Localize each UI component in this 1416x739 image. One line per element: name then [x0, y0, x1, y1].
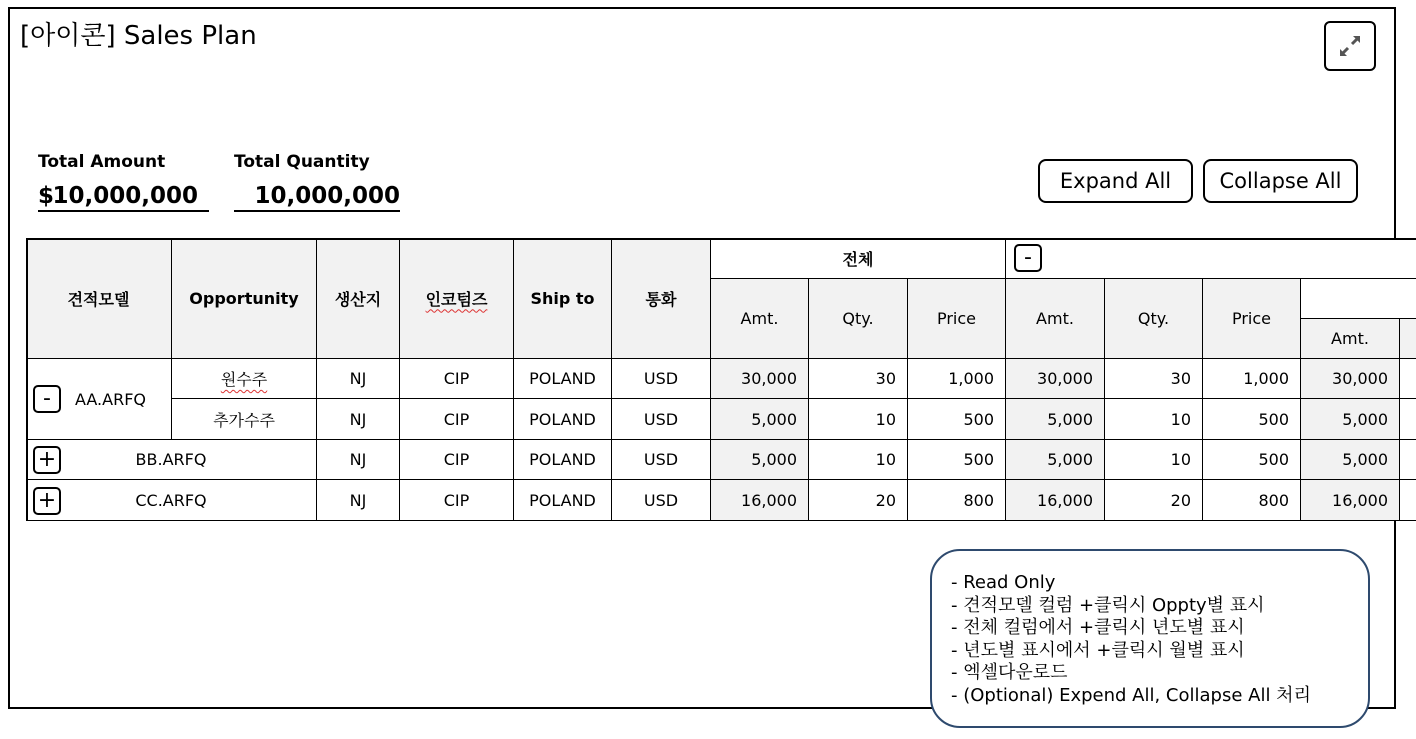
- expand-all-button[interactable]: Expand All: [1038, 159, 1193, 203]
- page-title: [아이콘] Sales Plan: [20, 21, 257, 51]
- table-top-border: [26, 238, 1416, 240]
- total-amt-cell: 5,000: [711, 440, 809, 480]
- col-header-incoterms-text: 인코텀즈: [425, 289, 488, 309]
- col-header-currency: 통화: [612, 238, 711, 359]
- month-next-cell: [1400, 480, 1416, 521]
- note-item: - 전체 컬럼에서 +클릭시 년도별 표시: [951, 617, 1245, 638]
- year-qty-cell: 10: [1105, 440, 1203, 480]
- currency-symbol: $: [38, 183, 55, 209]
- origin-cell: NJ: [317, 399, 400, 440]
- total-quantity-value: 10,000,000: [234, 182, 400, 212]
- col-group-year: [1006, 238, 1416, 279]
- total-amt-cell: 30,000: [711, 359, 809, 399]
- total-price-cell: 500: [908, 399, 1006, 440]
- ship-to-cell: POLAND: [514, 399, 612, 440]
- year-qty-cell: 10: [1105, 399, 1203, 440]
- model-cell-aa: [26, 359, 172, 440]
- col-header-year-amt: Amt.: [1006, 279, 1105, 359]
- requirements-note: [930, 549, 1370, 728]
- total-amount-value: [38, 182, 209, 212]
- year-price-cell: 500: [1203, 399, 1301, 440]
- col-header-total-amt: Amt.: [711, 279, 809, 359]
- currency-cell: USD: [612, 480, 711, 521]
- expand-arrows-icon: [1335, 31, 1365, 61]
- col-header-total-qty: Qty.: [809, 279, 908, 359]
- aa-collapse-toggle[interactable]: -: [33, 385, 61, 413]
- currency-cell: USD: [612, 359, 711, 399]
- incoterms-cell: CIP: [400, 480, 514, 521]
- col-header-incoterms: [400, 238, 514, 359]
- fullscreen-button[interactable]: [1324, 21, 1376, 71]
- origin-cell: NJ: [317, 480, 400, 521]
- model-cell-bb: [26, 440, 317, 480]
- bb-expand-toggle[interactable]: +: [33, 446, 61, 474]
- col-header-month-amt: Amt.: [1301, 319, 1400, 359]
- month-next-cell: [1400, 359, 1416, 399]
- year-amt-cell: 5,000: [1006, 399, 1105, 440]
- sales-plan-table: [26, 238, 1416, 521]
- note-item: - Read Only: [951, 572, 1056, 593]
- incoterms-cell: CIP: [400, 359, 514, 399]
- ship-to-cell: POLAND: [514, 359, 612, 399]
- model-cell-cc: [26, 480, 317, 521]
- year-price-cell: 1,000: [1203, 359, 1301, 399]
- month-next-cell: [1400, 399, 1416, 440]
- col-header-total-price: Price: [908, 279, 1006, 359]
- origin-cell: NJ: [317, 359, 400, 399]
- note-item: - 견적모델 컬럼 +클릭시 Oppty별 표시: [951, 594, 1265, 616]
- total-amt-cell: 5,000: [711, 399, 809, 440]
- incoterms-cell: CIP: [400, 440, 514, 480]
- year-collapse-toggle[interactable]: -: [1014, 244, 1042, 272]
- total-qty-cell: 10: [809, 399, 908, 440]
- table-left-border: [26, 238, 28, 521]
- col-group-month: [1301, 279, 1416, 319]
- note-item: - 년도별 표시에서 +클릭시 월별 표시: [951, 639, 1245, 661]
- total-amount-label: Total Amount: [38, 152, 166, 172]
- month-amt-cell: 16,000: [1301, 480, 1400, 521]
- col-header-origin: 생산지: [317, 238, 400, 359]
- opportunity-text: 원수주: [220, 370, 268, 389]
- note-item: - 엑셀다운로드: [951, 662, 1068, 683]
- incoterms-cell: CIP: [400, 399, 514, 440]
- total-amt-cell: 16,000: [711, 480, 809, 521]
- total-qty-cell: 20: [809, 480, 908, 521]
- col-header-year-price: Price: [1203, 279, 1301, 359]
- cc-expand-toggle[interactable]: +: [33, 487, 61, 515]
- opportunity-cell: [172, 359, 317, 399]
- total-price-cell: 500: [908, 440, 1006, 480]
- total-price-cell: 1,000: [908, 359, 1006, 399]
- currency-cell: USD: [612, 440, 711, 480]
- model-name-aa: AA.ARFQ: [75, 389, 146, 409]
- month-amt-cell: 5,000: [1301, 399, 1400, 440]
- model-name-cc: CC.ARFQ: [135, 490, 207, 510]
- year-amt-cell: 30,000: [1006, 359, 1105, 399]
- col-header-model: 견적모델: [26, 238, 172, 359]
- total-price-cell: 800: [908, 480, 1006, 521]
- requirements-list: [951, 572, 1311, 707]
- total-qty-cell: 10: [809, 440, 908, 480]
- col-group-total: 전체: [711, 238, 1006, 279]
- total-qty-cell: 30: [809, 359, 908, 399]
- month-next-cell: [1400, 440, 1416, 480]
- currency-cell: USD: [612, 399, 711, 440]
- note-item: - (Optional) Expend All, Collapse All 처리: [951, 684, 1311, 706]
- total-quantity-label: Total Quantity: [234, 152, 370, 172]
- year-price-cell: 800: [1203, 480, 1301, 521]
- origin-cell: NJ: [317, 440, 400, 480]
- ship-to-cell: POLAND: [514, 480, 612, 521]
- col-header-opportunity: Opportunity: [172, 238, 317, 359]
- month-amt-cell: 30,000: [1301, 359, 1400, 399]
- col-header-month-next: [1400, 319, 1416, 359]
- year-price-cell: 500: [1203, 440, 1301, 480]
- model-name-bb: BB.ARFQ: [135, 450, 207, 469]
- ship-to-cell: POLAND: [514, 440, 612, 480]
- col-header-ship-to: Ship to: [514, 238, 612, 359]
- total-amount-number: 10,000,000: [52, 183, 198, 209]
- year-qty-cell: 20: [1105, 480, 1203, 521]
- year-qty-cell: 30: [1105, 359, 1203, 399]
- year-amt-cell: 16,000: [1006, 480, 1105, 521]
- year-amt-cell: 5,000: [1006, 440, 1105, 480]
- collapse-all-button[interactable]: Collapse All: [1203, 159, 1358, 203]
- col-header-year-qty: Qty.: [1105, 279, 1203, 359]
- month-amt-cell: 5,000: [1301, 440, 1400, 480]
- opportunity-cell: 추가수주: [172, 399, 317, 440]
